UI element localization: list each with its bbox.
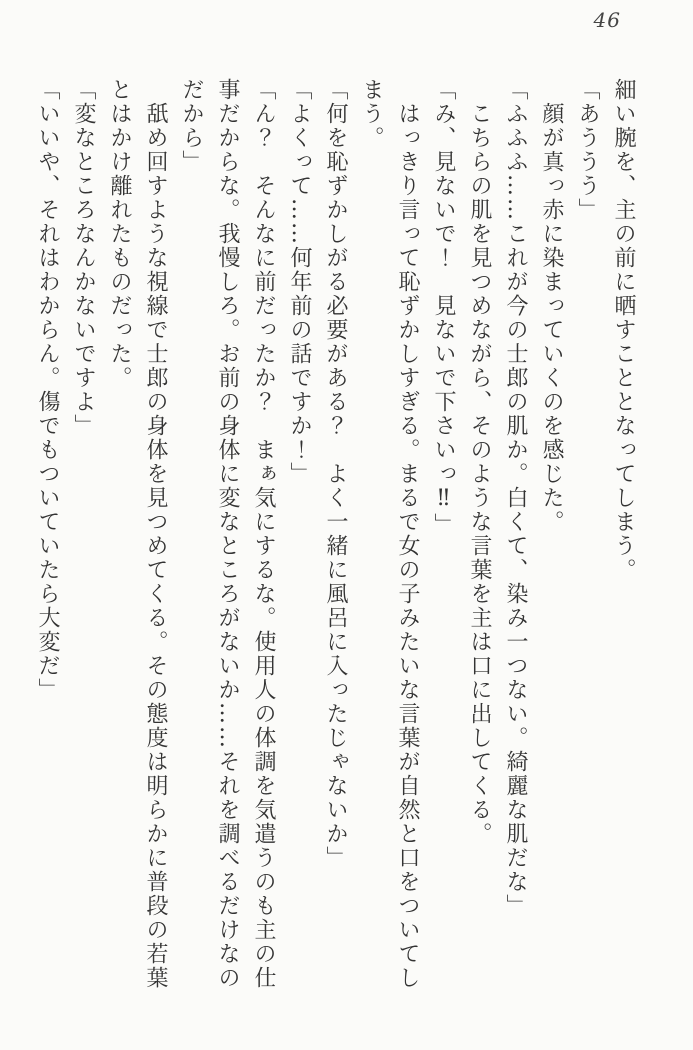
page-number: 46 [593,8,621,32]
page-text [29,78,641,994]
text-column-paragraph: 「ふふふ……これが今の士郎の肌か。白くて、染み一つない。綺麗な肌だな」 [503,78,528,918]
text-column-paragraph: 「いいや、それはわからん。傷でもついていたら大変だ」 [35,78,60,702]
text-column-paragraph: 舐め回すような視線で士郎の身体を見つめてくる。その態度は明らかに普段の若葉とはかけ離れたものだった。 [107,78,168,990]
text-column-paragraph: 「ん？ そんなに前だったか？ まぁ気にするな。使用人の体調を気遣うのも主の仕事だからな。我慢しろ。お前の身体に変なところがないか……それを調べるだけなのだから」 [179,78,276,990]
text-column-paragraph: こちらの肌を見つめながら、そのような言葉を主は口に出してくる。 [467,102,492,846]
text-column-paragraph: 「変なところなんかないですよ」 [71,78,96,438]
text-column-paragraph: 「よくって……何年前の話ですか！」 [287,78,312,486]
text-column-paragraph: 「何を恥ずかしがる必要がある？ よく一緒に風呂に入ったじゃないか」 [323,78,348,870]
text-column-paragraph: 「み、見ないで！ 見ないで下さいっ‼」 [431,78,456,537]
text-column-paragraph: 「あううう」 [575,78,600,222]
text-column-paragraph: 顔が真っ赤に染まっていくのを感じた。 [539,102,564,534]
text-column-paragraph: はっきり言って恥ずかしすぎる。まるで女の子みたいな言葉が自然と口をついてしまう。 [359,78,420,990]
text-column-paragraph: 細い腕を、主の前に晒すこととなってしまう。 [611,78,636,582]
